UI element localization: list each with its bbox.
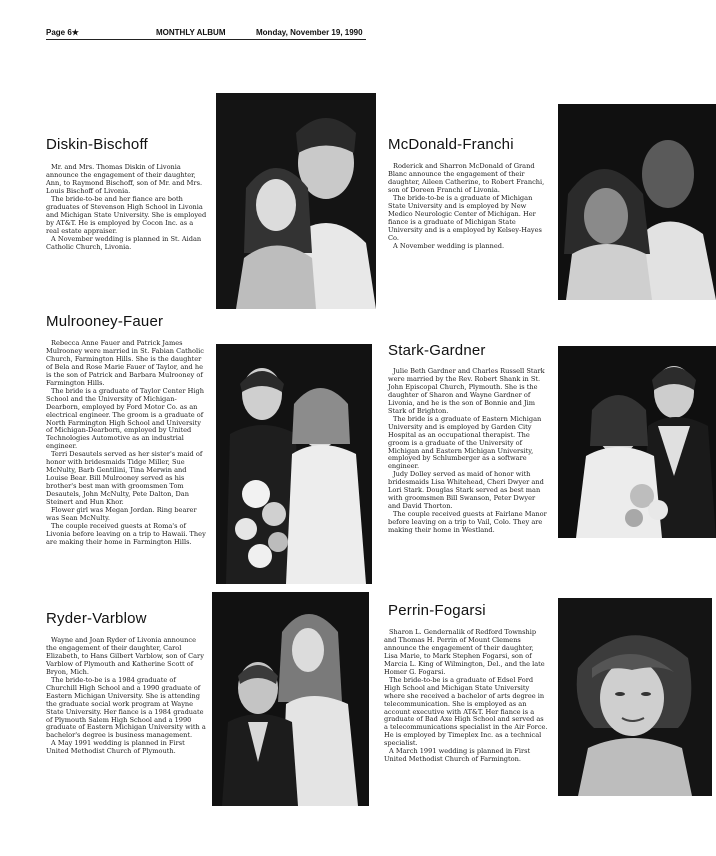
couple-photo-ryder — [212, 592, 369, 806]
announcement-title-stark: Stark-Gardner — [388, 342, 486, 359]
paragraph: Flower girl was Megan Jordan. Ring bearer was Sean McNulty. — [46, 506, 197, 522]
paragraph: A March 1991 wedding is planned in First United Methodist Church of Farmington. — [384, 747, 531, 764]
paragraph: Mr. and Mrs. Thomas Diskin of Livonia announce the engagement of their daughter, Ann, to Raymond Bischoff, son of Mr. and Mrs. Louis Bischoff of Livonia. — [46, 163, 203, 195]
paragraph: The bride-to-be and her fiance are both graduates of Stevenson High School in Livonia and Michigan State University. She is employed by AT&T. He is employed by Cocon Inc. as a real estate appraiser. — [46, 194, 207, 235]
page-header — [46, 28, 366, 40]
announcement-text-stark — [388, 368, 548, 535]
couple-photo-mcdonald — [558, 104, 716, 300]
portrait-photo-perrin — [558, 598, 712, 796]
paragraph: Rebecca Anne Fauer and Patrick James Mulrooney were married in St. Fabian Catholic Church, Farmington Hills. She is the daughter of Bela and Rose Marie Fauer of Taylor, and he is the son of Patrick and Barbara Mulrooney of Farmington Hills. — [46, 339, 204, 387]
paragraph: The bride is a graduate of Eastern Michigan University and is employed by Garden City Hospital as an occupational therapist. The groom is a graduate of the University of Michigan and Eastern Michigan University, employed by Schlumberger as a software engineer. — [388, 414, 542, 471]
paragraph: The bride-to-be is a graduate of Michigan State University and is employed by New Medico Neurologic Center of Michigan. Her fiance is a graduate of Michigan State University and is a employed by Kelsey-Hayes Co. — [388, 193, 542, 242]
paragraph: A May 1991 wedding is planned in First United Methodist Church of Plymouth. — [46, 739, 185, 756]
announcement-title-perrin: Perrin-Fogarsi — [388, 602, 486, 619]
paragraph: Wayne and Joan Ryder of Livonia announce the engagement of their daughter, Carol Elizabeth, to Hans Gilbert Varblow, son of Cary Varblow of Plymouth and Katherine Scott of Bryon, Mich. — [46, 636, 204, 676]
paragraph: The bride is a graduate of Taylor Center High School and the University of Michigan-Dearborn, employed by Ford Motor Co. as an electrical engineer. The groom is a graduate of North Farmington High School and University of Michigan-Dearborn, employed by United Technologies Automotive as an industrial engineer. — [46, 386, 205, 451]
paragraph: A November wedding is planned. — [393, 241, 505, 250]
paragraph: A November wedding is planned in St. Aidan Catholic Church, Livonia. — [46, 234, 202, 251]
paragraph: Judy Dolley served as maid of honor with bridesmaids Lisa Whitehead, Cheri Dwyer and Lori Stark. Douglas Stark served as best man with groomsmen Bill Swanson, Peter Dwyer and David Thorton. — [388, 470, 544, 511]
announcement-title-mcdonald: McDonald-Franchi — [388, 136, 514, 153]
section-name: MONTHLY ALBUM — [156, 28, 226, 37]
announcement-title-mulrooney: Mulrooney-Fauer — [46, 313, 164, 330]
couple-photo-mulrooney — [216, 344, 372, 584]
paragraph: Sharon L. Gendernalik of Redford Township and Thomas H. Perrin of Mount Clemens announce the engagement of their daughter, Lisa Marie, to Mark Stephen Fogarsi, son of Marcia L. King of Wilmington, Del., and the late Homer G. Fogarsi. — [384, 628, 545, 676]
paragraph: Terri Desautels served as her sister's maid of honor with bridesmaids Tidge Miller, Sue McNulty, Barb Gentilini, Tina Merwin and Louise Bear. Bill Mulrooney served as his brother's best man with groomsmen Tom Desautels, John McNulty, Pete Dalton, Dan Steinert and Hun Khor. — [46, 450, 203, 507]
paragraph: The couple received guests at Roma's of Livonia before leaving on a trip to Hawaii. They are making their home in Farmington Hills. — [46, 521, 206, 546]
announcement-text-diskin — [46, 164, 208, 251]
announcement-text-mcdonald — [388, 163, 548, 250]
couple-photo-stark — [558, 346, 716, 538]
announcement-text-mulrooney — [46, 340, 208, 547]
header-rule — [46, 39, 366, 40]
announcement-title-diskin: Diskin-Bischoff — [46, 136, 148, 153]
announcement-text-ryder — [46, 637, 208, 756]
couple-photo-diskin — [216, 93, 376, 309]
paragraph: Julie Beth Gardner and Charles Russell Stark were married by the Rev. Robert Shank in St. John Episcopal Church, Plymouth. She is the daughter of Sharon and Wayne Gardner of Livonia, and he is the son of Bonnie and Jim Stark of Brighton. — [388, 367, 545, 415]
announcement-title-ryder: Ryder-Varblow — [46, 610, 147, 627]
announcement-text-perrin — [384, 629, 548, 764]
paragraph: Roderick and Sharron McDonald of Grand Blanc announce the engagement of their daughter, Aileen Catherine, to Robert Franchi, son of Doreen Franchi of Livonia. — [388, 162, 545, 194]
paragraph: The couple received guests at Fairlane Manor before leaving on a trip to Vail, Colo. They are making their home in Westland. — [388, 510, 547, 535]
paragraph: The bride-to-be is a 1984 graduate of Churchill High School and a 1990 graduate of Eastern Michigan University. She is attending the graduate social work program at Wayne State University. Her fiance is a 1984 graduate of Plymouth Salem High School and a 1990 graduate of Eastern Michigan University with a bachelor's degree is business management. — [46, 675, 206, 740]
page-number: Page 6★ — [46, 28, 79, 37]
paragraph: The bride-to-be is a graduate of Edsel Ford High School and Michigan State University where she received a bachelor of arts degree in telecommunication. She is employed as an account executive with AT&T. Her fiance is a graduate of Bad Axe High School and served as a telecommunications specialist in the Air Force. He is employed by Timeplex Inc. as a technical specialist. — [384, 675, 548, 748]
issue-date: Monday, November 19, 1990 — [256, 28, 363, 37]
